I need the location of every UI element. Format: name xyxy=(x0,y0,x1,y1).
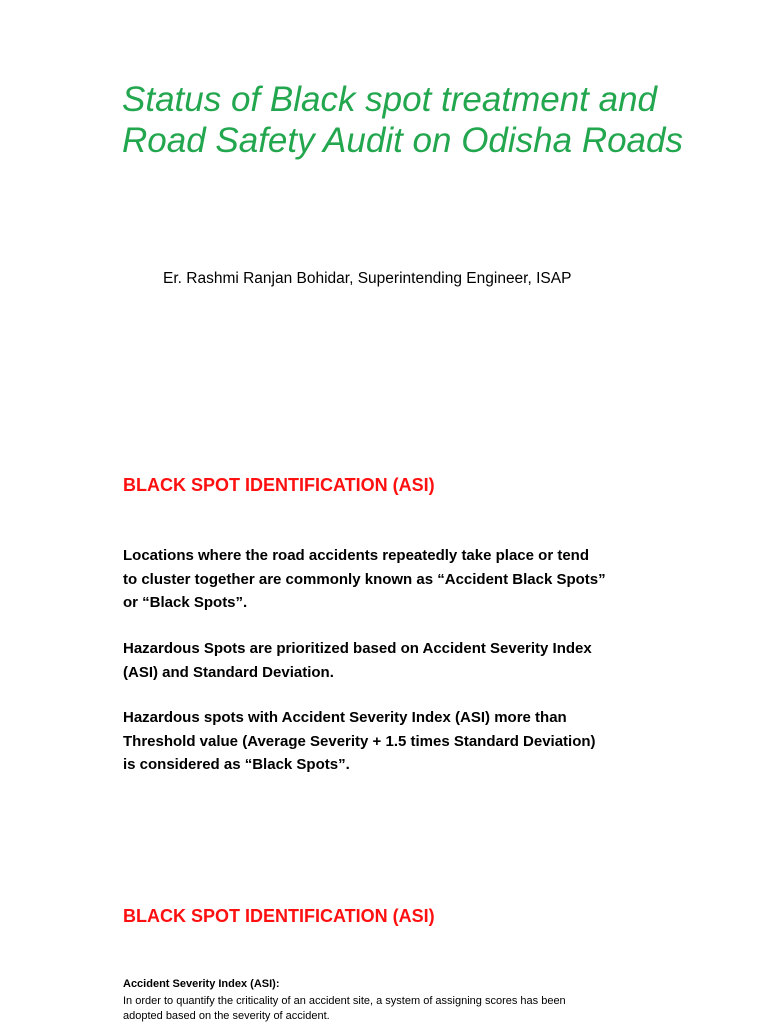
description-line: adopted based on the severity of accident. xyxy=(123,1010,330,1022)
paragraph xyxy=(123,544,606,615)
description-line: In order to quantify the criticality of an accident site, a system of assigning scores has been xyxy=(123,995,566,1007)
section-heading: BLACK SPOT IDENTIFICATION (ASI) xyxy=(123,475,435,495)
paragraph xyxy=(123,637,592,684)
paragraph-line: Hazardous spots with Accident Severity Index (ASI) more than xyxy=(123,709,567,726)
paragraph-line: or “Black Spots”. xyxy=(123,594,248,611)
asi-subheading: Accident Severity Index (ASI): xyxy=(123,978,280,990)
title-line: Road Safety Audit on Odisha Roads xyxy=(122,121,683,160)
paragraph-line: is considered as “Black Spots”. xyxy=(123,756,350,773)
document-title xyxy=(122,79,683,161)
paragraph xyxy=(123,706,596,777)
paragraph-line: to cluster together are commonly known as “Accident Black Spots” xyxy=(123,570,606,588)
section-heading: BLACK SPOT IDENTIFICATION (ASI) xyxy=(123,906,435,926)
title-line: Status of Black spot treatment and xyxy=(122,80,658,119)
paragraph-line: Hazardous Spots are prioritized based on Accident Severity Index xyxy=(123,640,592,657)
asi-description xyxy=(123,994,566,1024)
paragraph-line: (ASI) and Standard Deviation. xyxy=(123,663,334,681)
author-line: Er. Rashmi Ranjan Bohidar, Superintending Engineer, ISAP xyxy=(163,270,572,287)
paragraph-line: Locations where the road accidents repeatedly take place or tend xyxy=(123,547,589,564)
paragraph-line: Threshold value (Average Severity + 1.5 times Standard Deviation) xyxy=(123,732,596,750)
